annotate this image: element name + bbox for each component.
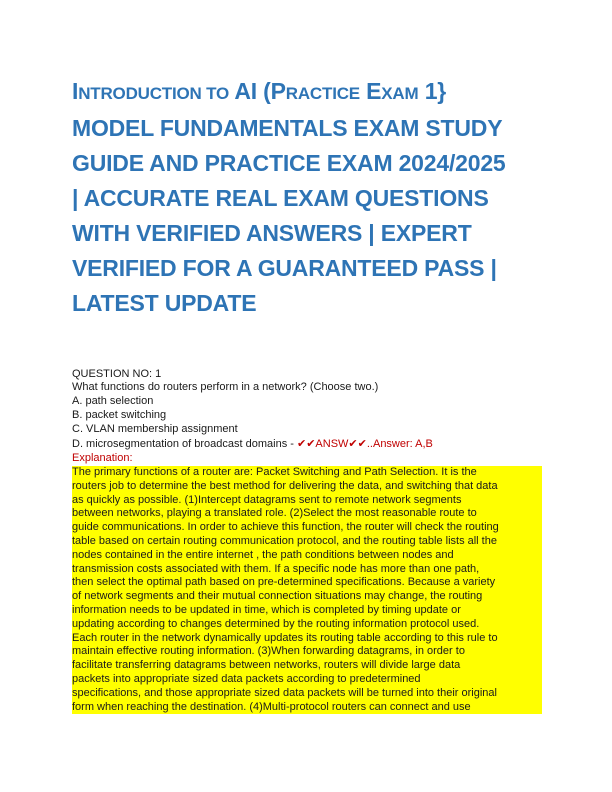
explanation-line: maintain effective routing information. (3)When forwarding datagrams, in order to — [72, 645, 542, 659]
explanation-line: between networks, playing a translated role. (2)Select the most reasonable route to — [72, 507, 542, 521]
explanation-body — [72, 466, 542, 714]
explanation-line: then select the optimal path based on pre-determined specifications. Because a variety — [72, 576, 542, 590]
answer-text: ✔✔ANSW✔✔..Answer: A,B — [297, 438, 433, 450]
title-line-4: | ACCURATE REAL EXAM QUESTIONS — [72, 185, 489, 211]
title-word: NTRODUCTION TO — [78, 84, 230, 103]
title-word: XAM — [381, 84, 419, 103]
explanation-line: information needs to be updated in time, which is completed by timing update or — [72, 604, 542, 618]
document-title — [72, 74, 542, 321]
option-c: C. VLAN membership assignment — [72, 423, 238, 435]
explanation-line: packets into appropriate sized data packets according to predetermined — [72, 673, 542, 687]
explanation-line: guide communications. In order to achieve this function, the router will check the routing — [72, 521, 542, 535]
option-a: A. path selection — [72, 395, 154, 407]
title-line-6: VERIFIED FOR A GUARANTEED PASS | — [72, 255, 497, 281]
question-prompt: What functions do routers perform in a network? (Choose two.) — [72, 381, 379, 393]
title-word: P — [270, 78, 286, 104]
explanation-label: Explanation: — [72, 452, 133, 464]
explanation-line: of network segments and their mutual connection situations may change, the routing — [72, 590, 542, 604]
option-b: B. packet switching — [72, 409, 167, 421]
explanation-line: updating according to changes determined by the routing information protocol used. — [72, 618, 542, 632]
title-word: I — [72, 78, 79, 104]
explanation-line: transmission costs associated with them. If a specific node has more than one path, — [72, 563, 542, 577]
title-line-1 — [72, 74, 542, 111]
explanation-line: routers job to determine the best method for delivering the data, and switching that data — [72, 480, 542, 494]
explanation-line: The primary functions of a router are: Packet Switching and Path Selection. It is the — [72, 466, 542, 480]
explanation-line: facilitate transferring datagrams between networks, routers will divide large data — [72, 659, 542, 673]
title-word: AI ( — [234, 78, 271, 104]
title-line-3: GUIDE AND PRACTICE EXAM 2024/2025 — [72, 150, 506, 176]
explanation-line: Each router in the network dynamically updates its routing table according to this rule to — [72, 632, 542, 646]
option-d-text: D. microsegmentation of broadcast domains - — [72, 438, 297, 450]
title-word: E — [366, 78, 382, 104]
question-number: QUESTION NO: 1 — [72, 368, 162, 380]
title-line-5: WITH VERIFIED ANSWERS | EXPERT — [72, 220, 472, 246]
explanation-line: as quickly as possible. (1)Intercept datagrams sent to remote network segments — [72, 494, 542, 508]
explanation-line: specifications, and those appropriate sized data packets will be turned into their original — [72, 687, 542, 701]
title-line-7: LATEST UPDATE — [72, 290, 257, 316]
explanation-line: nodes contained in the entire internet , the path conditions between nodes and — [72, 549, 542, 563]
option-d — [72, 438, 542, 452]
explanation-line: table based on certain routing communication protocol, and the routing table lists all the — [72, 535, 542, 549]
explanation-line: form when reaching the destination. (4)Multi-protocol routers can connect and use — [72, 701, 542, 715]
title-line-2: MODEL FUNDAMENTALS EXAM STUDY — [72, 115, 503, 141]
title-word: 1} — [424, 78, 447, 104]
title-word: RACTICE — [285, 84, 360, 103]
